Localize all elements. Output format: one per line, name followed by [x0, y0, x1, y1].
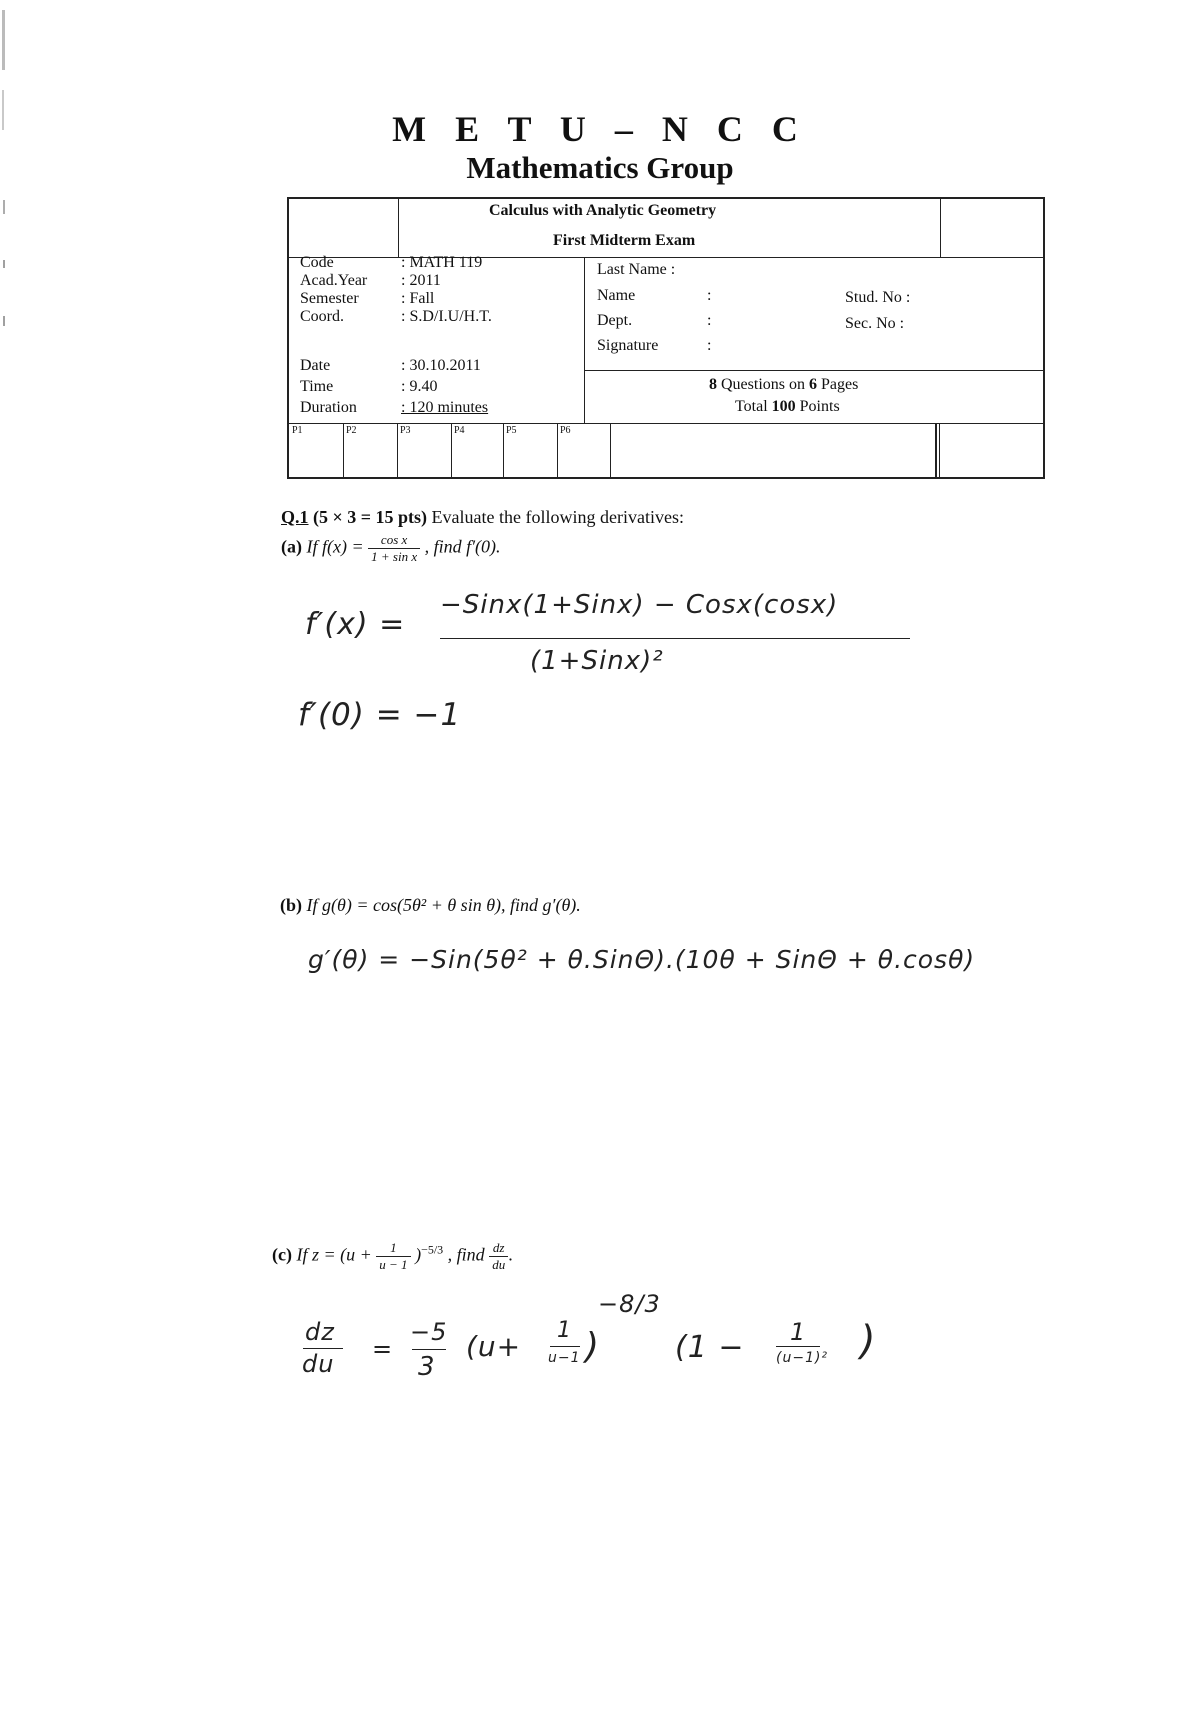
score-cell-label: P1: [292, 425, 303, 436]
field-value: : Fall: [401, 290, 435, 307]
field-value: : 9.40: [401, 378, 438, 395]
pages-text: Pages: [821, 376, 859, 393]
scan-mark: [3, 316, 5, 326]
field-value: : 120 minutes: [401, 399, 489, 416]
field-value: : S.D/I.U/H.T.: [401, 308, 492, 325]
handwritten-a-result: f′(0) = −1: [298, 697, 462, 733]
score-cell-label: P4: [454, 425, 465, 436]
handwritten-c-second-close: ): [860, 1318, 877, 1364]
handwritten-fraction-bar: [412, 1349, 446, 1350]
field-value: : MATH 119: [401, 254, 483, 271]
handwritten-c-second-den: (u−1)²: [776, 1350, 829, 1366]
part-c-suffix: , find: [447, 1244, 485, 1265]
part-c-fraction: [376, 1240, 410, 1273]
handwritten-fraction-bar: [303, 1348, 343, 1349]
question-instruction: Evaluate the following derivatives:: [431, 507, 684, 527]
part-a-label: (a): [281, 536, 302, 557]
part-a-prefix: If f(x) =: [306, 536, 364, 557]
scan-mark: [3, 260, 5, 268]
derivative-denominator: du: [492, 1257, 506, 1272]
field-label: Semester: [300, 290, 359, 307]
field-label: Code: [300, 254, 334, 271]
handwritten-c-lhs-den: du: [302, 1350, 335, 1378]
question-count: 8: [709, 376, 717, 393]
question-header: [281, 507, 684, 528]
course-title: Calculus with Analytic Geometry: [489, 202, 717, 219]
part-c-prompt: [272, 1240, 513, 1273]
handwritten-c-coef-num: −5: [410, 1318, 448, 1346]
field-value: : 30.10.2011: [401, 357, 481, 374]
handwritten-c-open: (u+: [466, 1330, 522, 1363]
field-label: Acad.Year: [300, 272, 368, 289]
scan-mark: [3, 200, 5, 214]
field-label: Coord.: [300, 308, 344, 325]
part-b-text: If g(θ) = cos(5θ² + θ sin θ), find g′(θ).: [306, 895, 581, 915]
signature-colon: :: [707, 337, 712, 354]
score-cell-label: P6: [560, 425, 571, 436]
sec-no-label: Sec. No :: [845, 315, 905, 332]
handwritten-c-inner-num: 1: [557, 1318, 572, 1343]
part-a-suffix: , find f′(0).: [424, 536, 501, 557]
score-cell-label: P2: [346, 425, 357, 436]
fraction-numerator: cos x: [368, 532, 420, 549]
total-label: Total: [735, 398, 768, 415]
part-b-label: (b): [280, 895, 302, 915]
fraction-numerator: 1: [376, 1240, 410, 1257]
field-label: Duration: [300, 399, 357, 416]
question-label: Q.1: [281, 507, 309, 527]
part-a-fraction: [368, 532, 420, 565]
dept-colon: :: [707, 312, 712, 329]
fraction-denominator: 1 + sin x: [371, 549, 418, 564]
part-b-prompt: [280, 895, 581, 916]
questions-info: [709, 376, 858, 394]
part-c-close: ): [415, 1244, 422, 1265]
score-cell-label: P3: [400, 425, 411, 436]
handwritten-b-answer: g′(θ) = −Sin(5θ² + θ.SinΘ).(10θ + SinΘ + θ.cosθ): [308, 945, 976, 974]
name-label: Name: [597, 287, 636, 304]
university-title: M E T U – N C C: [392, 109, 808, 149]
part-c-derivative: [489, 1240, 508, 1273]
handwritten-c-equals: =: [372, 1335, 394, 1363]
handwritten-a-lhs: f′(x) =: [305, 607, 406, 642]
handwritten-c-close: ): [585, 1326, 601, 1367]
name-colon: :: [707, 287, 712, 304]
score-cell-label: P5: [506, 425, 517, 436]
questions-text: Questions on: [721, 376, 805, 393]
group-title: Mathematics Group: [466, 150, 734, 185]
handwritten-c-coef-den: 3: [418, 1352, 436, 1382]
handwritten-c-inner-den: u−1: [548, 1350, 581, 1366]
handwritten-fraction-bar: [776, 1346, 820, 1347]
handwritten-a-denominator: (1+Sinx)²: [530, 646, 664, 676]
part-c-exponent: −5/3: [421, 1242, 444, 1257]
points-value: 100: [771, 398, 796, 415]
stud-no-label: Stud. No :: [845, 289, 911, 306]
page-count: 6: [809, 376, 817, 393]
handwritten-c-second-num: 1: [790, 1318, 807, 1346]
exam-title: First Midterm Exam: [553, 232, 696, 249]
field-label: Time: [300, 378, 334, 395]
field-value: : 2011: [401, 272, 441, 289]
field-label: Date: [300, 357, 331, 374]
signature-label: Signature: [597, 337, 659, 354]
scan-mark: [2, 10, 5, 70]
handwritten-c-second-open: (1 −: [675, 1330, 745, 1365]
handwritten-fraction-bar: [550, 1346, 580, 1347]
handwritten-fraction-bar: [440, 638, 910, 639]
fraction-denominator: u − 1: [379, 1257, 408, 1272]
handwritten-a-numerator: −Sinx(1+Sinx) − Cosx(cosx): [440, 590, 839, 620]
dept-label: Dept.: [597, 312, 633, 329]
last-name-label: Last Name :: [597, 261, 676, 278]
total-points: [735, 398, 840, 416]
part-c-prefix: If z = (u +: [296, 1244, 372, 1265]
handwritten-c-exponent: −8/3: [598, 1290, 661, 1318]
handwritten-c-lhs-num: dz: [305, 1318, 335, 1346]
part-c-end: .: [508, 1244, 513, 1265]
question-points: (5 × 3 = 15 pts): [313, 507, 428, 527]
derivative-numerator: dz: [489, 1240, 508, 1257]
exam-info-box: [287, 197, 1045, 479]
part-a-prompt: [281, 532, 501, 565]
points-text: Points: [799, 398, 840, 415]
part-c-label: (c): [272, 1244, 292, 1265]
